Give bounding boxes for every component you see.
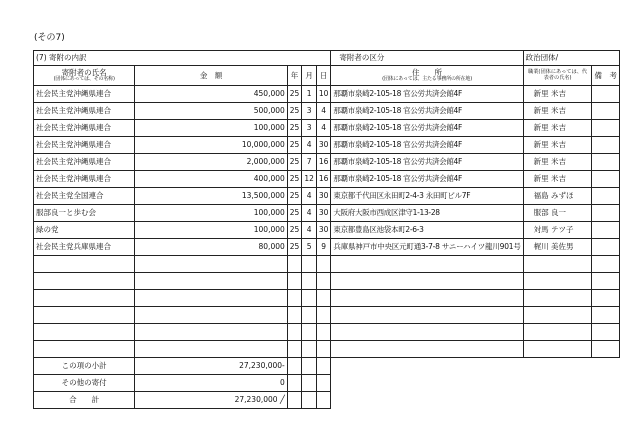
remarks-cell	[592, 171, 620, 188]
subtotal-label: この項の小計	[34, 358, 135, 375]
table-row	[34, 171, 620, 188]
month-cell: 4	[302, 205, 317, 222]
donor-name-cell: 社会民主党全国連合	[34, 188, 135, 205]
year-cell	[287, 256, 302, 273]
donor-name-cell: 社会民主党沖縄県連合	[34, 86, 135, 103]
table-row	[34, 307, 620, 324]
month-cell	[302, 290, 317, 307]
amount-cell	[135, 273, 287, 290]
donor-name-cell	[34, 324, 135, 341]
address-cell: 兵庫県神戸市中央区元町通3-7-8 サニーハイツ龍川901号	[331, 239, 523, 256]
total-value-cell	[135, 392, 287, 409]
other-label: その他の寄付	[34, 375, 135, 392]
address-cell: 那覇市泉崎2-105-18 官公労共済会館4F	[331, 137, 523, 154]
address-cell	[331, 256, 523, 273]
donor-name-cell	[34, 256, 135, 273]
amount-cell: 400,000	[135, 171, 287, 188]
table-row	[34, 120, 620, 137]
remarks-cell	[592, 154, 620, 171]
amount-cell	[135, 290, 287, 307]
month-cell	[302, 324, 317, 341]
month-cell: 12	[302, 171, 317, 188]
table-row	[34, 290, 620, 307]
donor-name-cell: 社会民主党沖縄県連合	[34, 154, 135, 171]
slash-mark: ╱	[279, 395, 285, 404]
year-cell	[287, 324, 302, 341]
address-cell: 東京都千代田区永田町2-4-3 永田町ビル7F	[331, 188, 523, 205]
month-cell: 7	[302, 154, 317, 171]
year-cell	[287, 273, 302, 290]
day-cell	[316, 256, 331, 273]
table-row	[34, 222, 620, 239]
remarks-cell	[592, 324, 620, 341]
occupation-cell: 福島 みずほ	[523, 188, 592, 205]
section-title: (7) 寄附の内訳	[34, 51, 331, 66]
year-cell: 25	[287, 86, 302, 103]
month-cell: 4	[302, 188, 317, 205]
amount-cell: 80,000	[135, 239, 287, 256]
col-remarks: 備 考	[592, 66, 620, 86]
address-cell	[331, 273, 523, 290]
amount-cell	[135, 307, 287, 324]
month-cell: 1	[302, 86, 317, 103]
donor-category-cell	[331, 51, 523, 66]
occupation-cell	[523, 324, 592, 341]
total-label: 合 計	[34, 392, 135, 409]
donor-category-value: 政治団体/	[525, 53, 559, 63]
donor-category-label: 寄附者の区分	[339, 53, 385, 63]
donor-name-cell	[34, 273, 135, 290]
occupation-cell: 服部 良一	[523, 205, 592, 222]
month-cell: 4	[302, 137, 317, 154]
address-cell: 大阪府大阪市西成区津守1-13-28	[331, 205, 523, 222]
other-value: 0	[135, 375, 287, 392]
month-cell: 5	[302, 239, 317, 256]
amount-cell	[135, 341, 287, 358]
address-cell: 那覇市泉崎2-105-18 官公労共済会館4F	[331, 154, 523, 171]
table-row	[34, 324, 620, 341]
amount-cell: 450,000	[135, 86, 287, 103]
year-cell: 25	[287, 154, 302, 171]
donation-breakdown-table	[33, 50, 620, 409]
occupation-cell	[523, 290, 592, 307]
month-cell: 3	[302, 103, 317, 120]
col-address-sub: (団体にあっては、主たる事務所の所在地)	[382, 75, 472, 82]
year-cell: 25	[287, 137, 302, 154]
donor-name-cell: 緑の党	[34, 222, 135, 239]
total-row	[34, 392, 620, 409]
col-name-sub: (団体にあっては、その名称)	[53, 75, 115, 82]
col-address: 住 所 (団体にあっては、主たる事務所の所在地)	[331, 66, 523, 86]
day-cell	[316, 290, 331, 307]
day-cell	[316, 273, 331, 290]
occupation-cell	[523, 307, 592, 324]
table-row	[34, 103, 620, 120]
table-row	[34, 154, 620, 171]
table-row	[34, 137, 620, 154]
month-cell	[302, 256, 317, 273]
year-cell: 25	[287, 205, 302, 222]
subtotal-row	[34, 358, 620, 375]
occupation-cell: 新里 米吉	[523, 86, 592, 103]
donor-name-cell: 社会民主党沖縄県連合	[34, 103, 135, 120]
remarks-cell	[592, 239, 620, 256]
address-cell: 那覇市泉崎2-105-18 官公労共済会館4F	[331, 103, 523, 120]
day-cell: 30	[316, 205, 331, 222]
col-amount: 金 額	[135, 66, 287, 86]
month-cell	[302, 341, 317, 358]
remarks-cell	[592, 103, 620, 120]
table-row	[34, 205, 620, 222]
table-row	[34, 256, 620, 273]
day-cell: 16	[316, 154, 331, 171]
address-cell: 那覇市泉崎2-105-18 官公労共済会館4F	[331, 120, 523, 137]
address-cell	[331, 324, 523, 341]
occupation-cell: 新里 米吉	[523, 137, 592, 154]
remarks-cell	[592, 307, 620, 324]
year-cell: 25	[287, 120, 302, 137]
address-cell	[331, 290, 523, 307]
remarks-cell	[592, 222, 620, 239]
day-cell: 9	[316, 239, 331, 256]
address-cell: 那覇市泉崎2-105-18 官公労共済会館4F	[331, 86, 523, 103]
year-cell	[287, 307, 302, 324]
table-row	[34, 86, 620, 103]
amount-cell	[135, 256, 287, 273]
day-cell	[316, 341, 331, 358]
data-rows	[34, 86, 620, 358]
column-header-row	[34, 66, 620, 86]
day-cell: 30	[316, 137, 331, 154]
remarks-cell	[592, 137, 620, 154]
donor-name-cell: 社会民主党沖縄県連合	[34, 171, 135, 188]
address-cell: 那覇市泉崎2-105-18 官公労共済会館4F	[331, 171, 523, 188]
col-occupation: 職業(団体にあっては、代表者の氏名)	[523, 66, 592, 86]
year-cell: 25	[287, 188, 302, 205]
year-cell: 25	[287, 239, 302, 256]
occupation-cell	[523, 256, 592, 273]
occupation-cell: 対馬 テツ子	[523, 222, 592, 239]
year-cell	[287, 290, 302, 307]
amount-cell: 100,000	[135, 222, 287, 239]
subtotal-value: 27,230,000-	[135, 358, 287, 375]
donor-category-value-cell	[523, 51, 619, 66]
total-value: 27,230,000	[234, 395, 278, 404]
table-row	[34, 239, 620, 256]
remarks-cell	[592, 205, 620, 222]
donor-name-cell: 社会民主党兵庫県連合	[34, 239, 135, 256]
year-cell: 25	[287, 171, 302, 188]
day-cell	[316, 307, 331, 324]
occupation-cell: 新里 米吉	[523, 103, 592, 120]
amount-cell: 100,000	[135, 120, 287, 137]
table-row	[34, 273, 620, 290]
address-cell	[331, 341, 523, 358]
occupation-cell: 梶川 美佐男	[523, 239, 592, 256]
table-row	[34, 341, 620, 358]
day-cell: 4	[316, 103, 331, 120]
day-cell: 10	[316, 86, 331, 103]
remarks-cell	[592, 86, 620, 103]
page-label: (その7)	[34, 33, 65, 43]
day-cell	[316, 324, 331, 341]
remarks-cell	[592, 273, 620, 290]
month-cell	[302, 307, 317, 324]
remarks-cell	[592, 256, 620, 273]
amount-cell: 100,000	[135, 205, 287, 222]
remarks-cell	[592, 120, 620, 137]
col-name: 寄附者の氏名 (団体にあっては、その名称)	[34, 66, 135, 86]
amount-cell: 13,500,000	[135, 188, 287, 205]
section-header-row	[34, 51, 620, 66]
amount-cell: 2,000,000	[135, 154, 287, 171]
donor-name-cell: 社会民主党沖縄県連合	[34, 137, 135, 154]
remarks-cell	[592, 341, 620, 358]
day-cell: 30	[316, 188, 331, 205]
col-day: 日	[316, 66, 331, 86]
occupation-cell: 新里 米吉	[523, 154, 592, 171]
donor-name-cell	[34, 290, 135, 307]
table-row	[34, 188, 620, 205]
address-cell	[331, 307, 523, 324]
address-cell: 東京都豊島区池袋本町2-6-3	[331, 222, 523, 239]
month-cell: 3	[302, 120, 317, 137]
occupation-cell: 新里 米吉	[523, 171, 592, 188]
occupation-cell: 新里 米吉	[523, 120, 592, 137]
year-cell: 25	[287, 103, 302, 120]
day-cell: 30	[316, 222, 331, 239]
donor-name-cell: 服部良一と歩む会	[34, 205, 135, 222]
remarks-cell	[592, 290, 620, 307]
day-cell: 16	[316, 171, 331, 188]
year-cell: 25	[287, 222, 302, 239]
col-month: 月	[302, 66, 317, 86]
remarks-cell	[592, 188, 620, 205]
donor-name-cell	[34, 307, 135, 324]
amount-cell	[135, 324, 287, 341]
occupation-cell	[523, 273, 592, 290]
col-year: 年	[287, 66, 302, 86]
month-cell	[302, 273, 317, 290]
month-cell: 4	[302, 222, 317, 239]
occupation-cell	[523, 341, 592, 358]
amount-cell: 500,000	[135, 103, 287, 120]
year-cell	[287, 341, 302, 358]
day-cell: 4	[316, 120, 331, 137]
other-row	[34, 375, 620, 392]
donor-name-cell	[34, 341, 135, 358]
donor-name-cell: 社会民主党沖縄県連合	[34, 120, 135, 137]
amount-cell: 10,000,000	[135, 137, 287, 154]
